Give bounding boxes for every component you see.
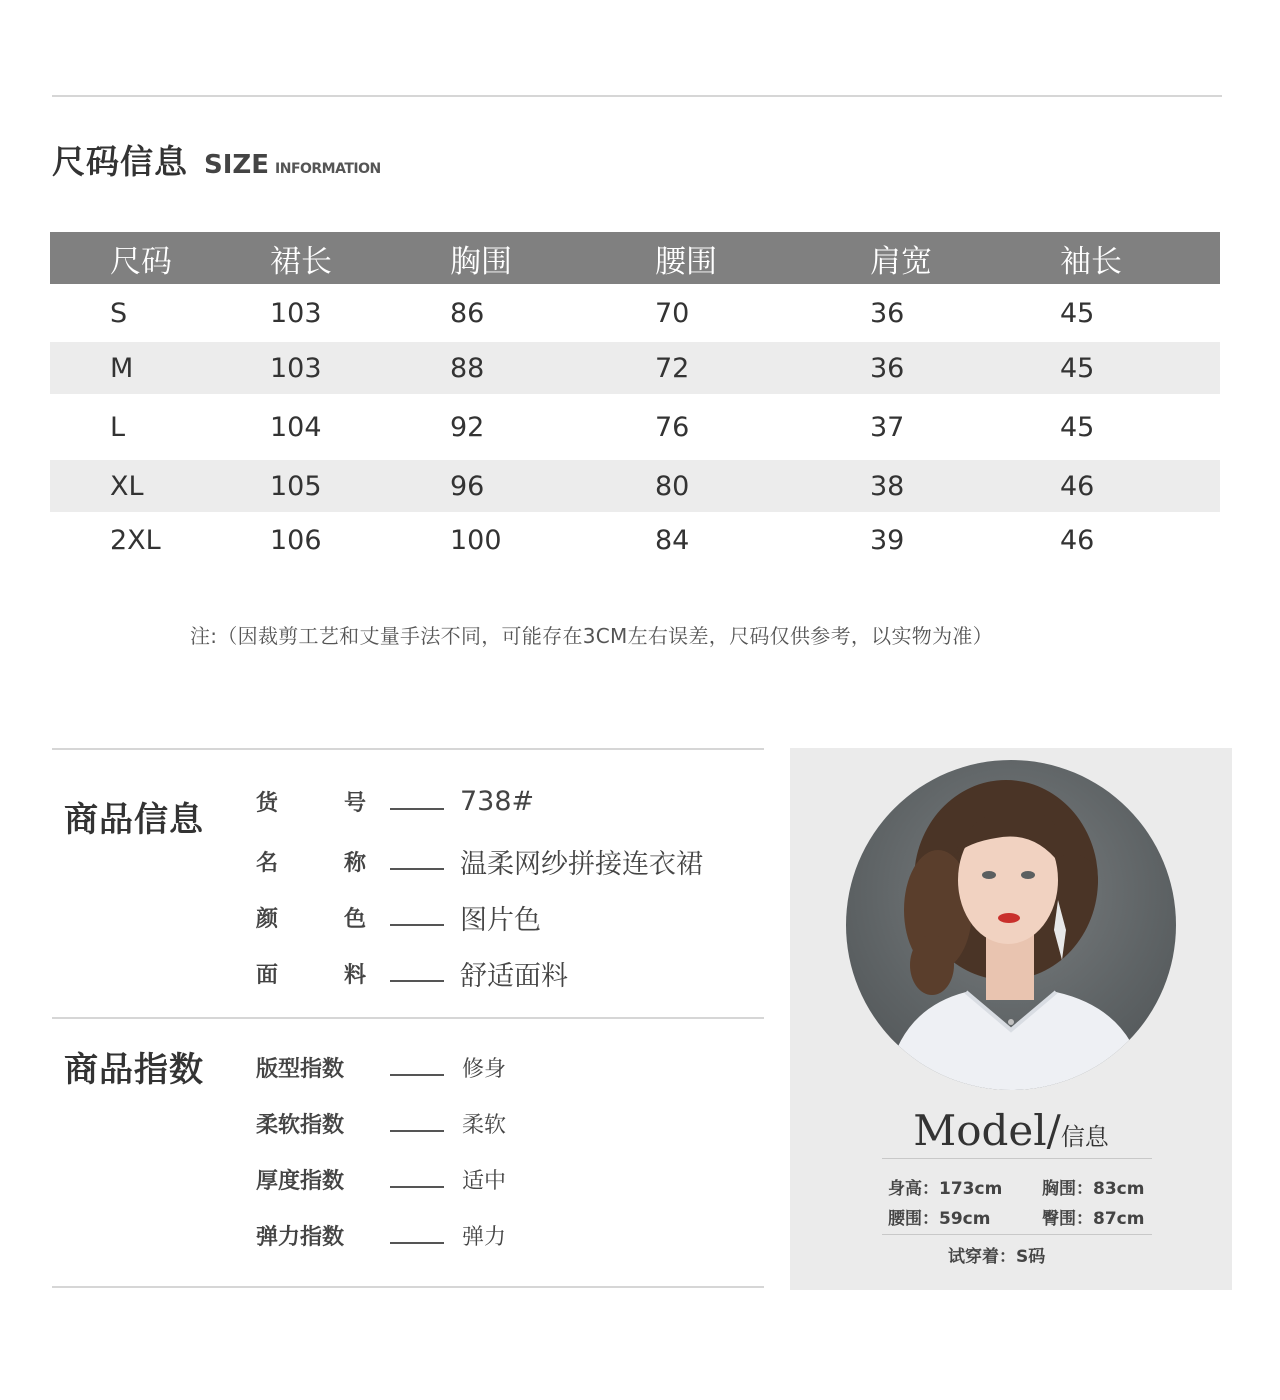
info-value: 738# — [460, 786, 535, 817]
cell-bust: 96 — [450, 470, 485, 502]
cell-shoulder: 39 — [870, 524, 905, 556]
size-section-title — [52, 136, 381, 183]
cell-waist: 80 — [655, 470, 690, 502]
cell-shoulder: 36 — [870, 352, 905, 384]
index-row-softness — [256, 1108, 506, 1139]
cell-waist: 70 — [655, 297, 690, 329]
cell-bust: 100 — [450, 524, 502, 556]
info-label: 名 称 — [256, 851, 366, 876]
cell-length: 105 — [270, 470, 322, 502]
model-divider-top — [882, 1158, 1152, 1159]
cell-bust: 92 — [450, 411, 485, 443]
cell-length: 103 — [270, 352, 322, 384]
cell-sleeve: 45 — [1060, 297, 1095, 329]
size-table-header — [50, 232, 1220, 284]
cell-size: 2XL — [110, 524, 161, 556]
info-top-divider — [52, 748, 764, 750]
cell-shoulder: 36 — [870, 297, 905, 329]
table-row — [50, 512, 1220, 568]
table-row — [50, 284, 1220, 342]
index-bottom-divider — [52, 1286, 764, 1288]
info-value: 温柔网纱拼接连衣裙 — [460, 849, 703, 880]
model-title — [790, 1106, 1232, 1155]
size-table — [50, 232, 1220, 568]
top-divider — [52, 95, 1222, 97]
index-value: 柔软 — [462, 1113, 507, 1138]
index-row-fit — [256, 1052, 506, 1083]
header-waist: 腰围 — [655, 243, 717, 280]
size-title-cn: 尺码信息 — [52, 142, 188, 181]
cell-sleeve: 45 — [1060, 411, 1095, 443]
cell-size: S — [110, 297, 128, 329]
cell-sleeve: 46 — [1060, 524, 1095, 556]
cell-waist: 84 — [655, 524, 690, 556]
index-label: 版型指数 — [256, 1057, 345, 1082]
size-title-en-small: INFORMATION — [275, 161, 381, 177]
model-waist: 腰围：59cm — [888, 1209, 991, 1229]
info-row-fabric — [256, 954, 568, 993]
cell-shoulder: 37 — [870, 411, 905, 443]
cell-size: L — [110, 411, 126, 443]
cell-length: 106 — [270, 524, 322, 556]
info-dash — [390, 980, 444, 982]
header-bust: 胸围 — [450, 243, 512, 280]
cell-sleeve: 45 — [1060, 352, 1095, 384]
index-dash — [390, 1074, 444, 1076]
model-tried-size: 试穿着：S码 — [948, 1247, 1046, 1267]
size-title-en: SIZE — [204, 150, 270, 180]
index-dash — [390, 1130, 444, 1132]
info-value: 舒适面料 — [460, 961, 568, 992]
info-row-color — [256, 898, 541, 937]
info-label: 面 料 — [256, 963, 366, 988]
index-row-elasticity — [256, 1220, 506, 1251]
header-shoulder: 肩宽 — [870, 243, 932, 280]
model-height: 身高：173cm — [888, 1179, 1003, 1199]
cell-length: 104 — [270, 411, 322, 443]
index-value: 修身 — [462, 1057, 507, 1082]
model-photo-illustration — [846, 760, 1176, 1090]
table-row — [50, 394, 1220, 460]
info-label: 货 号 — [256, 791, 366, 816]
model-divider-bottom — [882, 1234, 1152, 1235]
index-value: 适中 — [462, 1169, 507, 1194]
index-dash — [390, 1242, 444, 1244]
cell-bust: 88 — [450, 352, 485, 384]
info-value: 图片色 — [460, 905, 541, 936]
model-title-cn: 信息 — [1060, 1123, 1109, 1151]
index-label: 柔软指数 — [256, 1113, 345, 1138]
cell-waist: 76 — [655, 411, 690, 443]
cell-waist: 72 — [655, 352, 690, 384]
model-panel — [790, 748, 1232, 1290]
model-bust: 胸围：83cm — [1042, 1179, 1145, 1199]
cell-bust: 86 — [450, 297, 485, 329]
cell-size: M — [110, 352, 134, 384]
index-label: 厚度指数 — [256, 1169, 345, 1194]
size-note: 注:（因裁剪工艺和丈量手法不同，可能存在3CM左右误差，尺码仅供参考，以实物为准） — [190, 624, 993, 648]
index-dash — [390, 1186, 444, 1188]
model-title-en: Model/ — [913, 1106, 1061, 1155]
cell-length: 103 — [270, 297, 322, 329]
info-row-sku — [256, 786, 534, 817]
table-row — [50, 342, 1220, 394]
header-size: 尺码 — [110, 243, 172, 280]
cell-sleeve: 46 — [1060, 470, 1095, 502]
model-portrait — [846, 760, 1176, 1090]
index-label: 弹力指数 — [256, 1225, 345, 1250]
info-row-name — [256, 842, 703, 881]
cell-shoulder: 38 — [870, 470, 905, 502]
product-info-title: 商品信息 — [64, 800, 204, 840]
info-dash — [390, 808, 444, 810]
header-length: 裙长 — [270, 243, 332, 280]
cell-size: XL — [110, 470, 144, 502]
product-index-title: 商品指数 — [64, 1050, 204, 1090]
model-hip: 臀围：87cm — [1042, 1209, 1145, 1229]
index-top-divider — [52, 1017, 764, 1019]
index-row-thickness — [256, 1164, 506, 1195]
info-label: 颜 色 — [256, 907, 366, 932]
header-sleeve: 袖长 — [1060, 243, 1122, 280]
table-row — [50, 460, 1220, 512]
info-dash — [390, 924, 444, 926]
info-dash — [390, 868, 444, 870]
index-value: 弹力 — [462, 1225, 507, 1250]
